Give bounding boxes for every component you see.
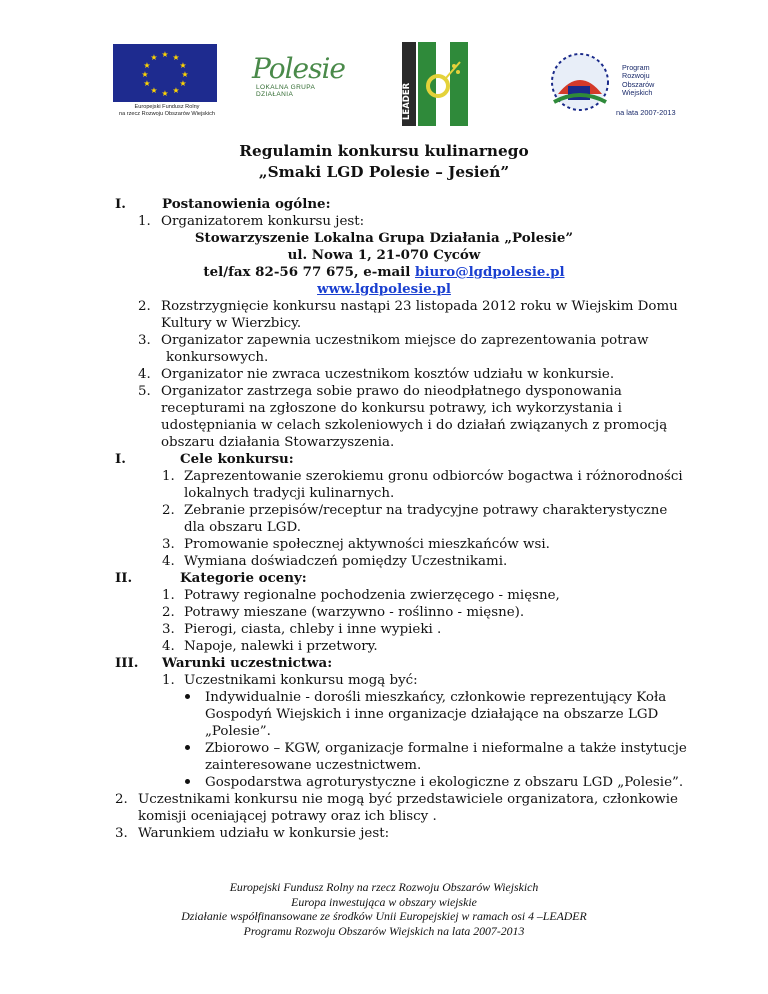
prow-emblem-icon <box>544 48 616 114</box>
list-item: konkursowych. <box>166 350 269 365</box>
list-item: dla obszaru LGD. <box>184 520 302 535</box>
org-contact: tel/fax 82-56 77 675, e-mail biuro@lgdpolesie.pl <box>203 264 565 280</box>
bullet-icon <box>185 745 190 750</box>
list-item: recepturami na zgłoszone do konkursu potrawy, ich wykorzystania i <box>161 401 622 416</box>
list-item: Kultury w Wierzbicy. <box>161 316 302 331</box>
section-number: II. <box>115 570 133 586</box>
list-number: 5. <box>138 384 151 399</box>
svg-text:★: ★ <box>172 86 180 95</box>
svg-text:★: ★ <box>161 50 169 59</box>
svg-text:★: ★ <box>181 70 189 79</box>
list-number: 2. <box>115 792 128 807</box>
list-number: 3. <box>115 826 128 841</box>
prow-text: Program Rozwoju Obszarów Wiejskich <box>622 63 655 98</box>
leader-logo <box>402 42 468 126</box>
list-item: Uczestnikami konkursu nie mogą być przedstawiciele organizatora, członkowie <box>138 792 678 807</box>
list-number: 1. <box>162 588 175 603</box>
svg-text:★: ★ <box>179 79 187 88</box>
list-item: komisji oceniającej potrawy oraz ich bliscy . <box>138 809 437 824</box>
bullet-icon <box>185 694 190 699</box>
section-heading: Postanowienia ogólne: <box>162 196 331 212</box>
list-number: 3. <box>138 333 151 348</box>
list-item: obszaru działania Stowarzyszenia. <box>161 435 395 450</box>
list-item: Uczestnikami konkursu mogą być: <box>184 673 418 688</box>
email-link[interactable]: biuro@lgdpolesie.pl <box>415 264 565 280</box>
list-item: Organizator zastrzega sobie prawo do nieodpłatnego dysponowania <box>161 384 622 399</box>
list-item: Napoje, nalewki i przetwory. <box>184 639 378 654</box>
list-number: 1. <box>162 673 175 688</box>
website-row <box>0 281 768 298</box>
section-number: I. <box>115 196 126 212</box>
list-number: 4. <box>162 639 175 654</box>
svg-text:★: ★ <box>143 79 151 88</box>
svg-text:★: ★ <box>141 70 149 79</box>
list-number: 2. <box>138 299 151 314</box>
list-item: Organizatorem konkursu jest: <box>161 214 365 229</box>
list-item: Pierogi, ciasta, chleby i inne wypieki . <box>184 622 442 637</box>
list-item: Potrawy regionalne pochodzenia zwierzęcego - mięsne, <box>184 588 560 603</box>
list-number: 1. <box>162 469 175 484</box>
list-item: Zaprezentowanie szerokiemu gronu odbiorców bogactwa i różnorodności <box>184 469 683 484</box>
leader-emblem-icon <box>402 42 468 126</box>
list-number: 1. <box>138 214 151 229</box>
page-footer: Europejski Fundusz Rolny na rzecz Rozwoju Obszarów Wiejskich Europa inwestująca w obszary wiejskie Działanie współfinansowane ze środków Unii Europejskiej w ramach osi 4 –LEADER Programu Rozwoju Obszarów Wiejskich na lata 2007-2013 <box>181 880 587 938</box>
list-item: Warunkiem udziału w konkursie jest: <box>138 826 390 841</box>
prow-logo <box>544 48 674 120</box>
list-item: Promowanie społecznej aktywności mieszkańców wsi. <box>184 537 550 552</box>
website-link[interactable]: www.lgdpolesie.pl <box>317 281 451 297</box>
list-item: Zbiorowo – KGW, organizacje formalne i nieformalne a także instytucje <box>205 741 687 756</box>
list-item: Gospodyń Wiejskich i inne organizacje działające na obszarze LGD <box>205 707 659 722</box>
list-item: Gospodarstwa agroturystyczne i ekologiczne z obszaru LGD „Polesie”. <box>205 775 684 790</box>
list-item: Wymiana doświadczeń pomiędzy Uczestnikami. <box>184 554 508 569</box>
polesie-name: Polesie <box>252 52 345 85</box>
list-number: 4. <box>162 554 175 569</box>
svg-text:★: ★ <box>150 53 158 62</box>
list-number: 3. <box>162 622 175 637</box>
svg-text:★: ★ <box>172 53 180 62</box>
list-item: Organizator zapewnia uczestnikom miejsce do zaprezentowania potraw <box>161 333 649 348</box>
eu-logo <box>113 44 221 116</box>
eu-flag-icon <box>113 44 217 102</box>
prow-years: na lata 2007-2013 <box>616 108 676 117</box>
list-item: Indywidualnie - dorośli mieszkańcy, członkowie reprezentujący Koła <box>205 690 667 705</box>
section-heading: Warunki uczestnictwa: <box>162 655 333 671</box>
org-name: Stowarzyszenie Lokalna Grupa Działania „Polesie” <box>194 230 574 246</box>
leader-text: LEADER <box>402 82 412 120</box>
list-item: udostępniania w celach szkoleniowych i do działań związanych z promocją <box>161 418 668 433</box>
header-logos <box>0 40 768 130</box>
polesie-subtitle: LOKALNA GRUPA DZIAŁANIA <box>256 84 315 98</box>
org-address: ul. Nowa 1, 21-070 Cyców <box>287 247 481 263</box>
svg-text:★: ★ <box>143 61 151 70</box>
list-number: 4. <box>138 367 151 382</box>
section-number: III. <box>115 655 139 671</box>
bullet-icon <box>185 779 190 784</box>
svg-text:★: ★ <box>161 89 169 98</box>
svg-text:★: ★ <box>179 61 187 70</box>
list-number: 2. <box>162 503 175 518</box>
list-number: 3. <box>162 537 175 552</box>
section-number: I. <box>115 451 126 467</box>
list-item: lokalnych tradycji kulinarnych. <box>184 486 395 501</box>
list-item: zainteresowane uczestnictwem. <box>205 758 422 773</box>
polesie-logo <box>248 54 348 114</box>
list-item: Rozstrzygnięcie konkursu nastąpi 23 listopada 2012 roku w Wiejskim Domu <box>161 299 678 314</box>
list-item: „Polesie”. <box>205 724 271 739</box>
list-item: Potrawy mieszane (warzywno - roślinno - mięsne). <box>184 605 525 620</box>
eu-caption: Europejski Fundusz Rolny na rzecz Rozwoju Obszarów Wiejskich <box>118 104 216 117</box>
svg-text:★: ★ <box>150 86 158 95</box>
list-item: Zebranie przepisów/receptur na tradycyjne potrawy charakterystyczne <box>184 503 668 518</box>
section-heading: Cele konkursu: <box>180 451 294 467</box>
section-heading: Kategorie oceny: <box>180 570 307 586</box>
list-number: 2. <box>162 605 175 620</box>
list-item: Organizator nie zwraca uczestnikom kosztów udziału w konkursie. <box>161 367 615 382</box>
page-title: Regulamin konkursu kulinarnego „Smaki LGD Polesie – Jesień” <box>239 142 529 181</box>
